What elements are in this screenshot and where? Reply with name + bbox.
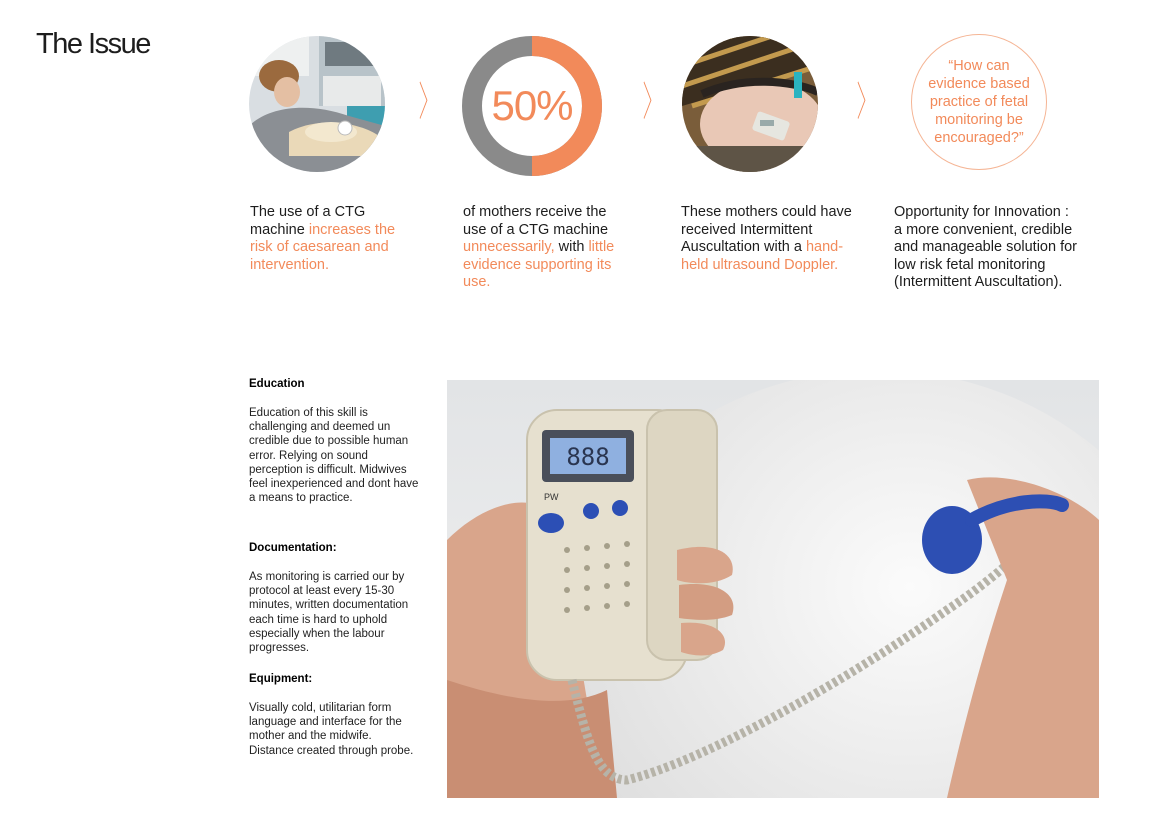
step-2-caption: of mothers receive the use of a CTG machine unnecessarily, with little evidence supporting its use. (463, 204, 615, 290)
chevron-right-icon: 〉 (857, 79, 875, 125)
device-display-text: 888 (566, 443, 610, 471)
documentation-heading: Documentation: (249, 542, 337, 554)
quote-circle (911, 34, 1047, 170)
ctg-monitoring-photo (249, 36, 385, 172)
step-4-caption: Opportunity for Innovation : a more convenient, credible and manageable solution for low risk fetal monitoring (Intermittent Auscultation). (894, 204, 1077, 290)
equipment-body: Visually cold, utilitarian form language and interface for the mother and the midwife. Distance created through probe. (249, 702, 414, 757)
quote-text: “How can evidence based practice of fetal monitoring be encouraged?” (928, 58, 1030, 146)
chevron-right-icon: 〉 (419, 79, 437, 125)
device-pw-label: PW (544, 492, 559, 502)
doppler-demonstration-photo (447, 380, 1099, 798)
education-body: Education of this skill is challenging and deemed un credible due to possible human error. Relying on sound perception is difficult. Midwives feel inexperienced and dont have a means to practice. (249, 407, 419, 505)
percent-value: 50% (491, 82, 573, 129)
handheld-doppler-photo (682, 36, 818, 172)
documentation-body: As monitoring is carried our by protocol at least every 15-30 minutes, written documentation each time is hard to uphold especially when the labour progresses. (249, 571, 409, 655)
education-heading: Education (249, 378, 305, 390)
equipment-heading: Equipment: (249, 673, 313, 685)
step-3-caption: These mothers could have received Intermittent Auscultation with a hand-held ultrasound Doppler. (681, 204, 852, 273)
chevron-right-icon: 〉 (643, 79, 661, 125)
page-title: The Issue (36, 28, 150, 60)
step-1-caption: The use of a CTG machine increases the risk of caesarean and intervention. (250, 204, 396, 273)
